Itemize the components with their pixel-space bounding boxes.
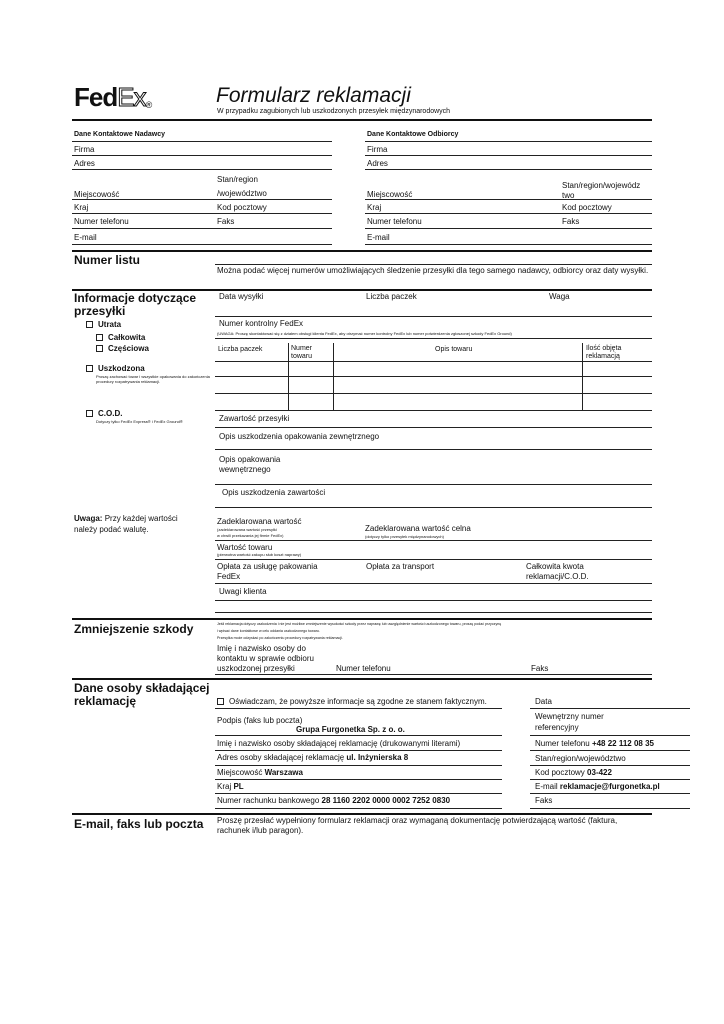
shipment-heading-1: Informacje dotyczące <box>74 291 197 305</box>
recipient-region-label-1: Stan/region/wojewódz <box>562 181 641 190</box>
loss-label: Utrata <box>98 320 122 329</box>
divider <box>215 449 652 450</box>
col-qty-header-1: Ilość objęta <box>586 345 622 352</box>
signature-label: Podpis (faks lub poczta) <box>217 716 303 725</box>
divider <box>215 264 652 265</box>
claim-date-label: Data <box>535 697 552 706</box>
loss-option[interactable] <box>86 320 121 329</box>
claimant-postcode-value: 03-422 <box>587 768 612 777</box>
divider <box>365 155 652 156</box>
table-row-rule <box>215 393 652 394</box>
loss-total-label: Całkowita <box>108 333 146 342</box>
contents-label: Zawartość przesyłki <box>219 414 290 423</box>
recipient-address-label: Adres <box>367 159 388 168</box>
divider <box>72 199 332 200</box>
recipient-city-label: Miejscowość <box>367 190 413 199</box>
recipient-heading: Dane Kontaktowe Odbiorcy <box>367 131 459 138</box>
footer-heading: E-mail, faks lub poczta <box>74 817 204 831</box>
divider <box>530 765 690 766</box>
content-damage-label: Opis uszkodzenia zawartości <box>222 488 326 497</box>
claimant-email-field <box>535 782 660 791</box>
currency-warning-2: należy podać walutę. <box>74 525 149 534</box>
claimant-phone-field <box>535 739 654 748</box>
contact-person-label-2: kontaktu w sprawie odbioru <box>217 654 314 663</box>
divider <box>215 559 652 560</box>
recipient-country-label: Kraj <box>367 203 382 212</box>
divider <box>215 484 652 485</box>
claimant-region-label: Stan/region/województwo <box>535 754 626 763</box>
checkbox-icon[interactable] <box>86 365 93 372</box>
divider <box>215 735 502 736</box>
divider <box>215 507 652 508</box>
warning-bold: Uwaga: <box>74 514 103 523</box>
col-item-no-header-2: towaru <box>291 353 313 360</box>
claimant-heading-2: reklamację <box>74 694 137 708</box>
table-row-rule <box>215 376 652 377</box>
divider <box>215 316 652 317</box>
footer-note: Proszę przesłać wypełniony formularz reklamacji oraz wymaganą dokumentację potwierdzającą wartość (faktura, rachunek i/lub paragon). <box>217 816 618 835</box>
currency-warning <box>74 514 178 523</box>
divider <box>215 612 652 613</box>
page-title: Formularz reklamacji <box>216 84 411 107</box>
claimant-heading-1: Dane osoby składającej <box>74 681 210 695</box>
customer-notes-label: Uwagi klienta <box>219 587 267 596</box>
table-row-rule <box>215 361 652 362</box>
inner-pack-label-2: wewnętrznego <box>219 465 271 474</box>
sender-fax-label: Faks <box>217 217 235 226</box>
header-rule <box>72 119 652 121</box>
total-claim-label-1: Całkowita kwota <box>526 562 584 571</box>
recipient-email-label: E-mail <box>367 233 390 242</box>
packing-fee-label-1: Opłata za usługę pakowania <box>217 562 318 571</box>
divider <box>215 793 502 794</box>
reduction-fax-label: Faks <box>531 664 549 673</box>
sender-region-label-2: /województwo <box>217 189 267 198</box>
checkbox-icon[interactable] <box>86 321 93 328</box>
inner-pack-label-1: Opis opakowania <box>219 455 281 464</box>
divider <box>530 779 690 780</box>
weight-label: Waga <box>549 292 570 301</box>
section-rule <box>72 250 652 252</box>
divider <box>72 228 332 229</box>
claimant-address-value: ul. Inżynierska 8 <box>346 753 409 762</box>
recipient-postcode-label: Kod pocztowy <box>562 203 612 212</box>
contact-person-label-1: Imię i nazwisko osoby do <box>217 644 306 653</box>
divider <box>365 199 652 200</box>
declared-value-label: Zadeklarowana wartość <box>217 517 302 526</box>
ship-date-label: Data wysyłki <box>219 292 264 301</box>
declaration-option[interactable] <box>217 697 487 706</box>
total-claim-label-2: reklamacji/C.O.D. <box>526 572 589 581</box>
divider <box>365 141 652 142</box>
divider <box>530 750 690 751</box>
claimant-city-value: Warszawa <box>264 768 303 777</box>
declared-value-note-1: (zadeklarowana wartość przesyłki <box>217 527 277 532</box>
divider <box>365 228 652 229</box>
customs-value-note: (dotyczy tylko przesyłek międzynarodowych) <box>365 534 444 539</box>
divider <box>72 155 332 156</box>
section-rule <box>72 618 652 620</box>
claimant-postcode-field <box>535 768 612 777</box>
damage-note: Proszę zachować towar i wszystkie opakowania do zakończenia procedury rozpatrywania reklamacji. <box>96 374 210 384</box>
checkbox-icon[interactable] <box>217 698 224 705</box>
declared-value-note-2: w chwili przekazania jej firmie FedEx) <box>217 533 284 538</box>
page-subtitle: W przypadku zagubionych lub uszkodzonych przesyłek międzynarodowych <box>217 108 451 115</box>
divider <box>215 674 652 675</box>
col-qty-header-2: reklamacją <box>586 353 620 360</box>
claimant-name-label: Imię i nazwisko osoby składającej reklamację (drukowanymi literami) <box>217 739 461 748</box>
claimant-city-label: Miejscowość <box>217 768 263 777</box>
loss-partial-label: Częściowa <box>108 344 149 353</box>
recipient-company-label: Firma <box>367 145 388 154</box>
control-number-note: (UWAGA: Proszę skontaktować się z działem obsługi klienta FedEx, aby otrzymać numer kontrolny FedEx lub numer potwierdzenia zgłoszonej szkody FedEx Ground) <box>217 331 512 336</box>
divider <box>530 735 690 736</box>
divider <box>215 600 652 601</box>
declaration-label: Oświadczam, że powyższe informacje są zgodne ze stanem faktycznym. <box>229 697 487 706</box>
logo-ex: Ex <box>117 82 146 112</box>
claimant-city-field <box>217 768 303 777</box>
divider <box>215 750 502 751</box>
cod-option[interactable] <box>86 409 122 418</box>
col-item-no-header-1: Numer <box>291 345 313 352</box>
divider <box>72 213 332 214</box>
cod-note: Dotyczy tylko FedEx Express® i FedEx Ground® <box>96 419 183 424</box>
sender-heading: Dane Kontaktowe Nadawcy <box>74 131 166 138</box>
sender-postcode-label: Kod pocztowy <box>217 203 267 212</box>
ext-damage-label: Opis uszkodzenia opakowania zewnętrznego <box>219 432 380 441</box>
divider <box>215 583 652 584</box>
claimant-country-field <box>217 782 244 791</box>
divider <box>530 808 690 809</box>
divider <box>365 213 652 214</box>
divider <box>365 169 652 170</box>
checkbox-icon[interactable] <box>86 410 93 417</box>
claimant-phone-value: +48 22 112 08 35 <box>591 739 654 748</box>
recipient-phone-label: Numer telefonu <box>367 217 422 226</box>
claimant-bank-label: Numer rachunku bankowego <box>217 796 320 805</box>
reduction-heading: Zmniejszenie szkody <box>74 622 194 636</box>
reduction-phone-label: Numer telefonu <box>336 664 391 673</box>
loss-total-option[interactable] <box>96 333 145 342</box>
claimant-country-value: PL <box>233 782 244 791</box>
sender-company-label: Firma <box>74 145 95 154</box>
recipient-fax-label: Faks <box>562 217 580 226</box>
checkbox-icon[interactable] <box>96 334 103 341</box>
col-description-header: Opis towaru <box>435 346 473 353</box>
tracking-note: Można podać więcej numerów umożliwiających śledzenie przesyłki dla tego samego nadawcy, odbiorcy oraz daty wysyłki. <box>217 266 649 275</box>
sender-city-label: Miejscowość <box>74 190 120 199</box>
sender-address-label: Adres <box>74 159 95 168</box>
tracking-heading: Numer listu <box>74 253 141 267</box>
claimant-email-label: E-mail <box>535 782 558 791</box>
table-row-rule <box>215 410 652 411</box>
transport-fee-label: Opłata za transport <box>366 562 435 571</box>
divider <box>215 779 502 780</box>
sender-country-label: Kraj <box>74 203 89 212</box>
divider <box>72 169 332 170</box>
logo-fed: Fed <box>74 82 118 112</box>
control-number-label: Numer kontrolny FedEx <box>219 319 304 328</box>
shipment-heading-2: przesyłki <box>74 304 126 318</box>
divider <box>215 427 652 428</box>
sender-phone-label: Numer telefonu <box>74 217 129 226</box>
internal-ref-label-1: Wewnętrzny numer <box>535 712 604 721</box>
damage-label: Uszkodzona <box>98 364 145 373</box>
goods-value-note: (pierwotna wartość zakupu słub koszt naprawy) <box>217 552 302 557</box>
sender-region-label-1: Stan/region <box>217 175 258 184</box>
loss-partial-option[interactable] <box>96 344 149 353</box>
cod-label: C.O.D. <box>98 409 123 418</box>
claimant-address-label: Adres osoby składającej reklamację <box>217 753 345 762</box>
damage-option[interactable] <box>86 364 145 373</box>
checkbox-icon[interactable] <box>96 345 103 352</box>
reduction-note-3: Przesyłka może odzyskać po zakończeniu procedury rozpatrywania reklamacji. <box>217 636 343 640</box>
divider <box>215 765 502 766</box>
goods-value-label: Wartość towaru <box>217 543 273 552</box>
reduction-note-2: i wpisać dane kontaktowe w celu oddania uszkodzonego towaru. <box>217 629 320 633</box>
divider <box>215 338 652 339</box>
claimant-address-field <box>217 753 408 762</box>
claimant-phone-label: Numer telefonu <box>535 739 590 748</box>
claimant-email-value: reklamacje@furgonetka.pl <box>559 782 660 791</box>
signature-company-value: Grupa Furgonetka Sp. z o. o. <box>296 725 405 734</box>
claimant-bank-field <box>217 796 450 805</box>
divider <box>530 793 690 794</box>
warning-text: Przy każdej wartości <box>104 514 178 523</box>
packing-fee-label-2: FedEx <box>217 572 241 581</box>
package-count-label: Liczba paczek <box>366 292 417 301</box>
reduction-note-1: Jeśli reklamacja dotyczy uszkodzenia i nie jest możliwe zmniejszenie wysokości szkody przez naprawę lub uwzględnienie wartości uszkodzonego towaru, proszę podać przyczynę <box>217 622 502 626</box>
contact-person-label-3: uszkodzonej przesyłki <box>217 664 295 673</box>
divider <box>215 808 502 809</box>
col-packages-header: Liczba paczek <box>218 346 263 353</box>
claimant-bank-value: 28 1160 2202 0000 0002 7252 0830 <box>321 796 451 805</box>
logo-registered: ® <box>145 100 153 110</box>
claimant-country-label: Kraj <box>217 782 232 791</box>
recipient-region-label-2: two <box>562 191 575 200</box>
divider <box>530 708 690 709</box>
divider <box>72 141 332 142</box>
claimant-fax-label: Faks <box>535 796 553 805</box>
customs-value-label: Zadeklarowana wartość celna <box>365 524 471 533</box>
sender-email-label: E-mail <box>74 233 97 242</box>
section-rule <box>72 678 652 680</box>
claimant-postcode-label: Kod pocztowy <box>535 768 585 777</box>
divider <box>72 244 332 245</box>
fedex-logo <box>74 82 152 112</box>
divider <box>365 244 652 245</box>
divider <box>215 540 652 541</box>
section-rule <box>72 813 652 815</box>
internal-ref-label-2: referencyjny <box>535 723 579 732</box>
divider <box>215 708 502 709</box>
